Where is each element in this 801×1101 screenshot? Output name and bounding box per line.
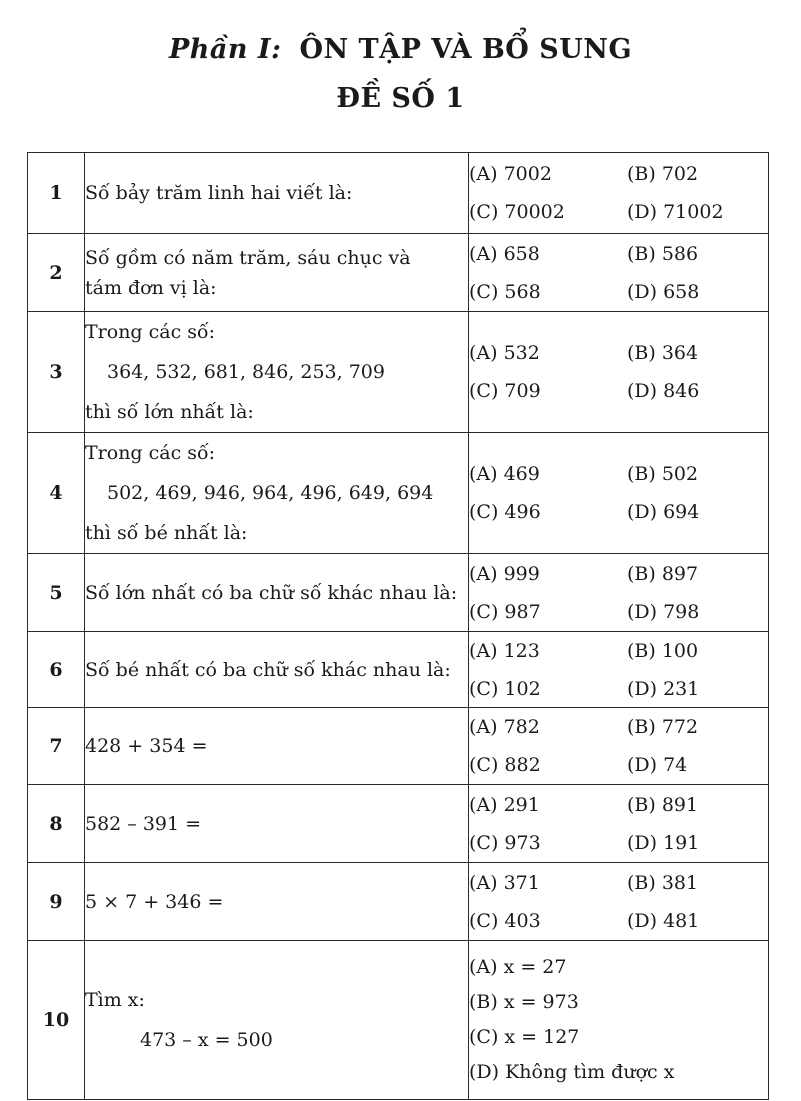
answer-options (469, 863, 769, 941)
number-list: 364, 532, 681, 846, 253, 709 (107, 361, 385, 383)
answer-options (469, 632, 769, 708)
answer-option-d: (D) 658 (627, 280, 700, 303)
answer-option-b: (B) 891 (627, 793, 699, 816)
equation: 473 – x = 500 (140, 1029, 273, 1051)
question-line: Số bé nhất có ba chữ số khác nhau là: (85, 658, 451, 681)
question-text (85, 433, 469, 554)
answer-option-c: (C) 496 (469, 501, 541, 523)
answer-option-d: (D) 481 (627, 909, 700, 932)
answer-options (469, 941, 769, 1100)
question-row (28, 863, 769, 941)
answer-options (469, 153, 769, 234)
question-row (28, 708, 769, 785)
question-line: 5 × 7 + 346 = (85, 890, 224, 913)
question-number: 2 (28, 234, 85, 312)
answer-option-d: (D) 71002 (627, 201, 724, 223)
answer-options (469, 234, 769, 312)
question-line: 582 – 391 = (85, 812, 202, 835)
question-number: 8 (28, 785, 85, 863)
answer-option-c: (C) 987 (469, 600, 541, 623)
exam-title: ĐỀ SỐ 1 (336, 83, 465, 114)
answer-option-b: (B) 502 (627, 463, 699, 485)
question-row (28, 234, 769, 312)
question-number: 3 (28, 312, 85, 433)
part-heading (0, 34, 801, 65)
answer-option-a: (A) 7002 (469, 163, 552, 185)
question-line: thì số lớn nhất là: (85, 401, 254, 423)
question-line: Trong các số: (85, 442, 216, 464)
question-text (85, 708, 469, 785)
question-line: Trong các số: (85, 321, 216, 343)
answer-option-c: (C) 973 (469, 831, 541, 854)
question-text (85, 554, 469, 632)
question-line: Số bảy trăm linh hai viết là: (85, 182, 353, 204)
answer-option-a: (A) 291 (469, 793, 540, 816)
answer-options (469, 433, 769, 554)
question-row (28, 941, 769, 1100)
question-number: 1 (28, 153, 85, 234)
number-list: 502, 469, 946, 964, 496, 649, 694 (107, 482, 434, 504)
question-row (28, 632, 769, 708)
question-line: Tìm x: (85, 989, 145, 1011)
answer-options (469, 554, 769, 632)
answer-option-d: (D) Không tìm được x (469, 1061, 675, 1083)
answer-option-b: (B) 381 (627, 871, 699, 894)
answer-option-a: (A) 371 (469, 871, 540, 894)
answer-option-a: (A) 658 (469, 242, 540, 265)
answer-option-b: (B) 586 (627, 242, 699, 265)
part-label: Phần I: (168, 34, 282, 65)
question-line: Số lớn nhất có ba chữ số khác nhau là: (85, 581, 458, 604)
question-row (28, 554, 769, 632)
answer-option-b: (B) 702 (627, 163, 699, 185)
question-number: 9 (28, 863, 85, 941)
answer-option-d: (D) 74 (627, 754, 688, 776)
question-row (28, 153, 769, 234)
answer-option-c: (C) x = 127 (469, 1026, 580, 1048)
answer-option-d: (D) 694 (627, 501, 700, 523)
question-line: Số gồm có năm trăm, sáu chục và (85, 246, 411, 269)
answer-option-c: (C) 709 (469, 380, 541, 402)
answer-option-a: (A) 782 (469, 716, 540, 738)
question-line: tám đơn vị là: (85, 276, 217, 299)
answer-option-d: (D) 846 (627, 380, 700, 402)
answer-option-a: (A) 999 (469, 562, 540, 585)
answer-option-c: (C) 882 (469, 754, 541, 776)
answer-option-b: (B) 100 (627, 639, 699, 662)
question-text (85, 234, 469, 312)
question-text (85, 312, 469, 433)
question-text (85, 153, 469, 234)
exam-table (27, 152, 769, 1100)
answer-option-d: (D) 798 (627, 600, 700, 623)
answer-option-c: (C) 70002 (469, 201, 565, 223)
answer-option-a: (A) x = 27 (469, 956, 567, 978)
answer-option-a: (A) 532 (469, 342, 540, 364)
question-row (28, 312, 769, 433)
answer-option-a: (A) 469 (469, 463, 540, 485)
answer-option-c: (C) 403 (469, 909, 541, 932)
answer-option-d: (D) 191 (627, 831, 700, 854)
answer-option-b: (B) 897 (627, 562, 699, 585)
answer-option-d: (D) 231 (627, 677, 700, 700)
question-row (28, 785, 769, 863)
part-title: ÔN TẬP VÀ BỔ SUNG (299, 34, 633, 65)
question-text (85, 632, 469, 708)
question-text (85, 941, 469, 1100)
question-row (28, 433, 769, 554)
question-number: 6 (28, 632, 85, 708)
answer-options (469, 785, 769, 863)
question-text (85, 785, 469, 863)
question-line: 428 + 354 = (85, 735, 208, 757)
question-number: 7 (28, 708, 85, 785)
answer-option-c: (C) 102 (469, 677, 541, 700)
question-line: thì số bé nhất là: (85, 522, 248, 544)
answer-options (469, 708, 769, 785)
question-number: 10 (28, 941, 85, 1100)
question-text (85, 863, 469, 941)
answer-option-b: (B) 772 (627, 716, 699, 738)
question-number: 5 (28, 554, 85, 632)
question-number: 4 (28, 433, 85, 554)
answer-option-a: (A) 123 (469, 639, 540, 662)
answer-option-b: (B) 364 (627, 342, 699, 364)
answer-option-c: (C) 568 (469, 280, 541, 303)
answer-options (469, 312, 769, 433)
answer-option-b: (B) x = 973 (469, 991, 579, 1013)
